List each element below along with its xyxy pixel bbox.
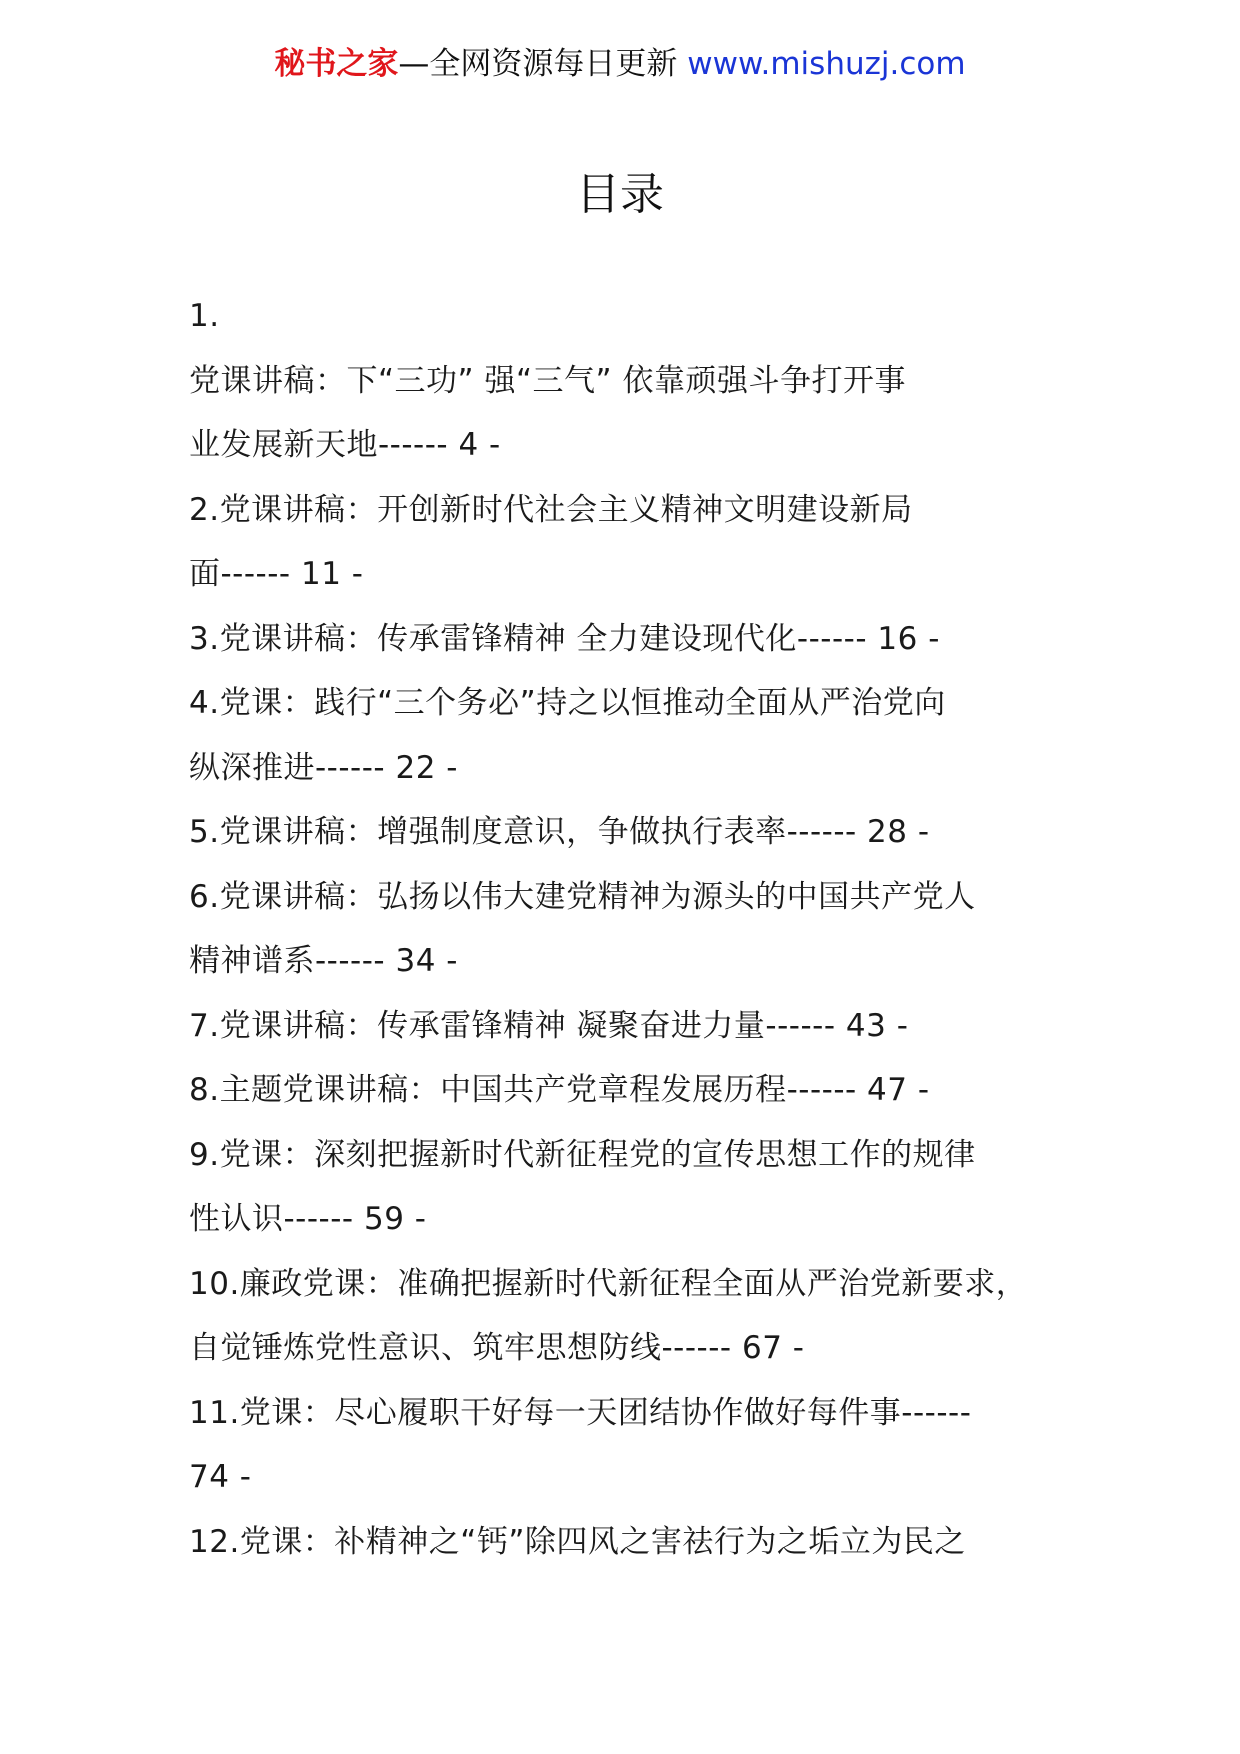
toc-line: 12.党课：补精神之“钙”除四风之害祛行为之垢立为民之 <box>189 1523 966 1560</box>
toc-line: 性认识------ 59 - <box>189 1201 427 1237</box>
site-header <box>0 44 1240 84</box>
toc-line: 1. <box>189 298 220 334</box>
site-tagline: —全网资源每日更新 <box>398 46 688 82</box>
toc-line: 74 - <box>189 1459 252 1495</box>
toc-line: 精神谱系------ 34 - <box>189 943 458 979</box>
site-url-link[interactable]: www.mishuzj.com <box>687 46 966 82</box>
toc-line: 自觉锤炼党性意识、筑牢思想防线------ 67 - <box>189 1330 805 1366</box>
toc-line: 10.廉政党课：准确把握新时代新征程全面从严治党新要求， <box>189 1265 1028 1302</box>
toc-line: 8.主题党课讲稿：中国共产党章程发展历程------ 47 - <box>189 1072 930 1108</box>
toc-line: 7.党课讲稿：传承雷锋精神 凝聚奋进力量------ 43 - <box>189 1007 909 1044</box>
page-title: 目录 <box>576 169 664 220</box>
toc-line: 9.党课：深刻把握新时代新征程党的宣传思想工作的规律 <box>189 1136 976 1173</box>
toc-line: 面------ 11 - <box>189 556 364 592</box>
toc-line: 业发展新天地------ 4 - <box>189 427 501 463</box>
toc-line: 2.党课讲稿：开创新时代社会主义精神文明建设新局 <box>189 491 913 528</box>
toc-line: 11.党课：尽心履职干好每一天团结协作做好每件事------ <box>189 1394 972 1431</box>
toc-line: 3.党课讲稿：传承雷锋精神 全力建设现代化------ 16 - <box>189 620 940 657</box>
toc-line: 党课讲稿：下“三功” 强“三气” 依靠顽强斗争打开事 <box>189 362 906 399</box>
toc-line: 6.党课讲稿：弘扬以伟大建党精神为源头的中国共产党人 <box>189 878 976 915</box>
table-of-contents <box>189 284 1059 1574</box>
toc-line: 纵深推进------ 22 - <box>189 749 458 786</box>
site-brand: 秘书之家 <box>274 46 399 82</box>
toc-line: 4.党课：践行“三个务必”持之以恒推动全面从严治党向 <box>189 685 946 721</box>
toc-line: 5.党课讲稿：增强制度意识，争做执行表率------ 28 - <box>189 814 930 850</box>
